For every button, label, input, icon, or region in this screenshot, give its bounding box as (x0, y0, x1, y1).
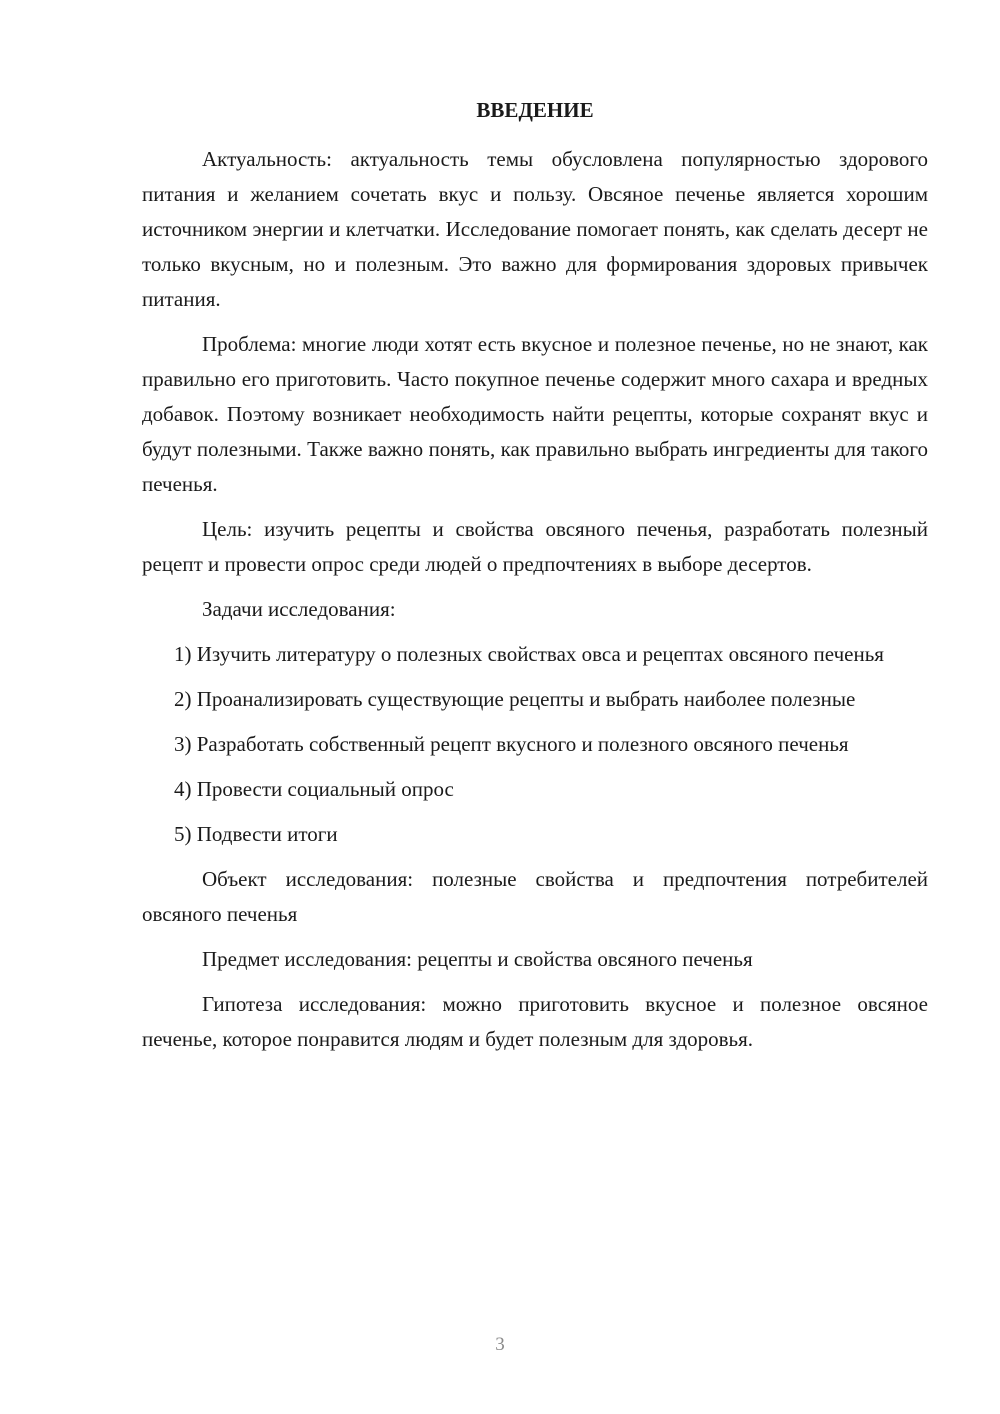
task-item: 3) Разработать собственный рецепт вкусного и полезного овсяного печенья (174, 732, 849, 756)
task-item: 2) Проанализировать существующие рецепты и выбрать наиболее полезные (174, 687, 856, 711)
hypothesis-paragraph: Гипотеза исследования: можно приготовить вкусное и полезное овсяное печенье, которое понравится людям и будет полезным для здоровья. (142, 992, 928, 1051)
tasks-heading: Задачи исследования: (202, 597, 396, 621)
subject-paragraph: Предмет исследования: рецепты и свойства овсяного печенья (202, 947, 753, 971)
task-item: 1) Изучить литературу о полезных свойствах овса и рецептах овсяного печенья (174, 642, 884, 666)
goal-paragraph: Цель: изучить рецепты и свойства овсяного печенья, разработать полезный рецепт и провести опрос среди людей о предпочтениях в выборе десертов. (142, 517, 928, 576)
relevance-paragraph: Актуальность: актуальность темы обусловлена популярностью здорового питания и желанием сочетать вкус и пользу. Овсяное печенье является хорошим источником энергии и клетчатки. Исследование помогает понять, как сделать десерт не только вкусным, но и полезным. Это важно для формирования здоровых привычек питания. (142, 147, 928, 311)
document-page (142, 96, 928, 1067)
task-item: 5) Подвести итоги (174, 822, 338, 846)
section-title: ВВЕДЕНИЕ (476, 98, 594, 122)
task-item: 4) Провести социальный опрос (174, 777, 454, 801)
problem-paragraph: Проблема: многие люди хотят есть вкусное и полезное печенье, но не знают, как правильно его приготовить. Часто покупное печенье содержит много сахара и вредных добавок. Поэтому возникает необходимость найти рецепты, которые сохранят вкус и будут полезными. Также важно понять, как правильно выбрать ингредиенты для такого печенья. (142, 332, 928, 496)
page-number: 3 (495, 1334, 505, 1355)
object-paragraph: Объект исследования: полезные свойства и предпочтения потребителей овсяного печенья (142, 867, 928, 926)
tasks-list (142, 637, 928, 852)
